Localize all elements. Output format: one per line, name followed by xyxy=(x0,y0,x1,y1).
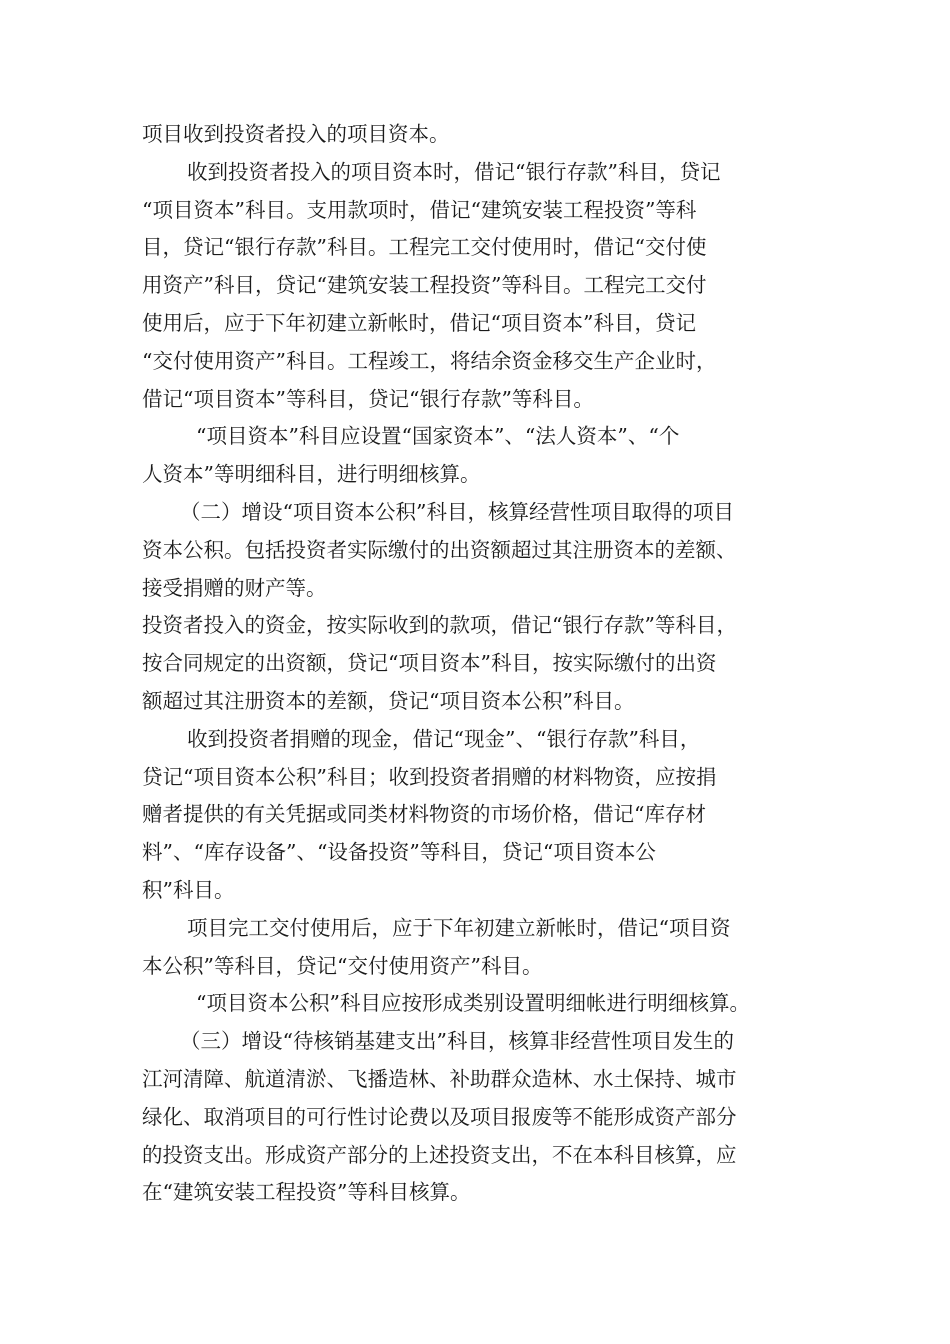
document-body xyxy=(142,116,808,1212)
text-line: 绿化、取消项目的可行性讨论费以及项目报废等不能形成资产部分 xyxy=(142,1104,737,1129)
text-line: 收到投资者投入的项目资本时，借记“银行存款”科目，贷记 xyxy=(187,159,721,184)
text-line: 项目收到投资者投入的项目资本。 xyxy=(142,122,450,146)
text-line: 人资本”等明细科目，进行明细核算。 xyxy=(142,462,481,487)
text-line: 的投资支出。形成资产部分的上述投资支出，不在本科目核算，应 xyxy=(142,1142,737,1167)
text-line: 在“建筑安装工程投资”等科目核算。 xyxy=(142,1180,471,1205)
text-line: 接受捐赠的财产等。 xyxy=(142,575,327,600)
text-line: 积”科目。 xyxy=(142,877,235,902)
text-line: “项目资本公积”科目应按形成类别设置明细帐进行明细核算。 xyxy=(196,991,750,1016)
text-line: 赠者提供的有关凭据或同类材料物资的市场价格，借记“库存材 xyxy=(142,802,706,827)
text-line: 江河清障、航道清淤、飞播造林、补助群众造林、水土保持、城市 xyxy=(142,1066,737,1091)
text-line: 料”、“库存设备”、“设备投资”等科目，贷记“项目资本公 xyxy=(142,840,656,865)
text-line: 用资产”科目，贷记“建筑安装工程投资”等科目。工程完工交付 xyxy=(142,273,707,298)
text-line: 按合同规定的出资额，贷记“项目资本”科目，按实际缴付的出资 xyxy=(142,651,717,676)
text-line: 投资者投入的资金，按实际收到的款项，借记“银行存款”等科目， xyxy=(142,613,737,638)
text-line: “项目资本”科目应设置“国家资本”、“法人资本”、“个 xyxy=(196,424,680,449)
text-line: 收到投资者捐赠的现金，借记“现金”、“银行存款”科目， xyxy=(187,726,701,751)
text-line: 使用后，应于下年初建立新帐时，借记“项目资本”科目，贷记 xyxy=(142,310,696,335)
text-line: 借记“项目资本”等科目，贷记“银行存款”等科目。 xyxy=(142,386,594,411)
text-line: 贷记“项目资本公积”科目；收到投资者捐赠的材料物资，应按捐 xyxy=(142,764,717,789)
text-line: 项目完工交付使用后，应于下年初建立新帐时，借记“项目资 xyxy=(187,915,731,940)
text-line: （三）增设“待核销基建支出”科目，核算非经营性项目发生的 xyxy=(180,1029,734,1054)
text-line: 目，贷记“银行存款”科目。工程完工交付使用时，借记“交付使 xyxy=(142,235,707,260)
text-line: 额超过其注册资本的差额，贷记“项目资本公积”科目。 xyxy=(142,688,635,713)
text-line: “交付使用资产”科目。工程竣工，将结余资金移交生产企业时， xyxy=(142,348,717,373)
text-line: “项目资本”科目。支用款项时，借记“建筑安装工程投资”等科 xyxy=(142,197,697,222)
text-line: 资本公积。包括投资者实际缴付的出资额超过其注册资本的差额、 xyxy=(142,537,737,562)
text-line: 本公积”等科目，贷记“交付使用资产”科目。 xyxy=(142,953,543,978)
text-line: （二）增设“项目资本公积”科目，核算经营性项目取得的项目 xyxy=(180,499,734,524)
